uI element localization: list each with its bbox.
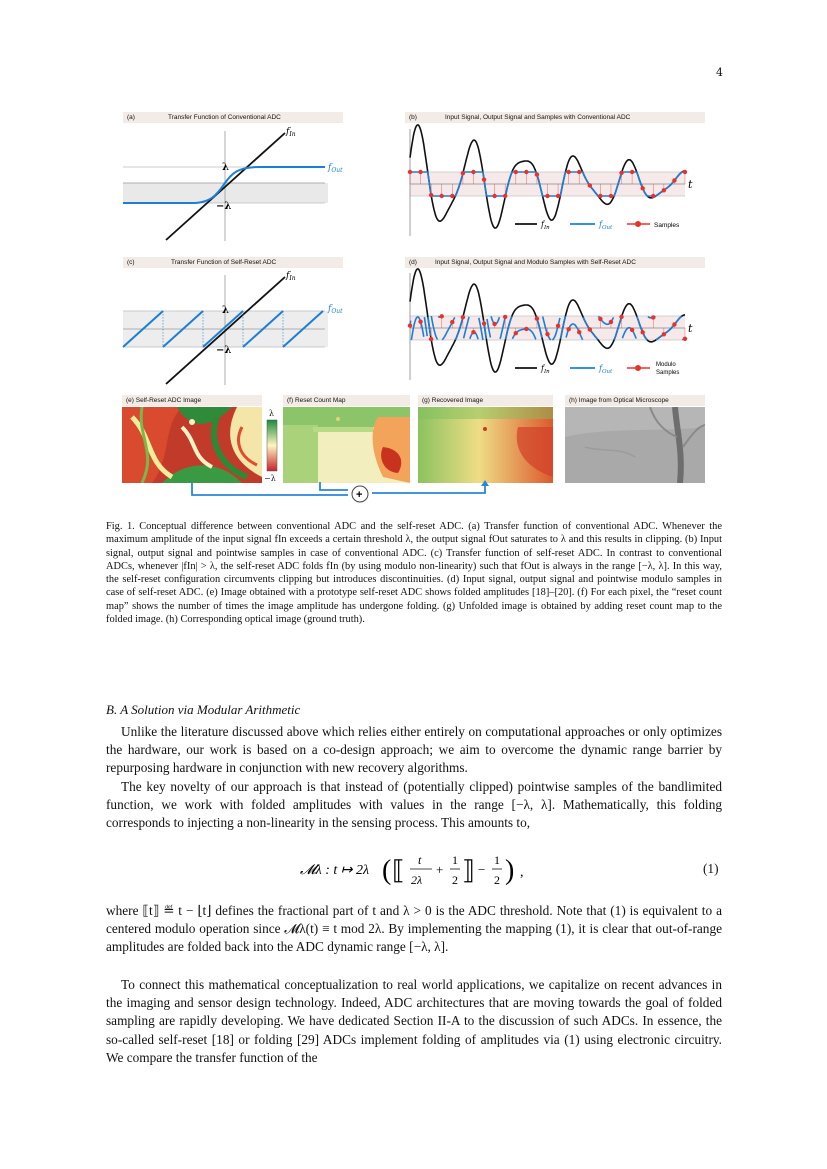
connector-arrows	[180, 480, 500, 505]
d-sample-point	[440, 314, 444, 318]
panel-b-legend-fout: $f_{Out}$	[599, 220, 613, 231]
d-sample-point	[630, 328, 634, 332]
d-sample-point	[535, 316, 539, 320]
b-sample-point	[461, 171, 465, 175]
panel-c-lambda-text: λ	[222, 305, 230, 316]
b-sample-point	[672, 178, 676, 182]
panel-b-legend-samples: Samples	[654, 222, 680, 229]
panel-e-label: (e) Self-Reset ADC Image	[126, 397, 202, 404]
plus-sign: +	[356, 489, 363, 501]
b-sample-point	[662, 188, 666, 192]
b-sample-point	[651, 194, 655, 198]
eq-lhs: 𝓜λ : t ↦ 2λ	[300, 863, 370, 878]
b-sample-point	[683, 170, 687, 174]
d-sample-point	[598, 317, 602, 321]
panel-d-signal-plot	[405, 268, 705, 383]
colorbar-bottom-label: −λ	[264, 474, 276, 483]
d-sample-point	[588, 327, 592, 331]
b-sample-point	[556, 194, 560, 198]
d-sample-point	[429, 337, 433, 341]
panel-d-legend-fout: $f_{Out}$	[599, 364, 613, 375]
b-sample-point	[503, 194, 507, 198]
svg-text:): )	[505, 855, 515, 886]
d-sample-point	[651, 315, 655, 319]
panel-f-label: (f) Reset Count Map	[287, 397, 346, 404]
d-sample-point	[524, 327, 528, 331]
b-sample-point	[640, 186, 644, 190]
d-sample-point	[503, 315, 507, 319]
eq-den-half: 2	[452, 873, 458, 887]
page-number: 4	[716, 66, 723, 79]
panel-c-transfer-plot	[120, 267, 360, 387]
panel-c-fin-text: $f_{In}$	[286, 271, 296, 282]
panel-g-title-bar	[418, 395, 553, 406]
panel-a-fout-text: $f_{Out}$	[328, 163, 343, 174]
d-sample-point	[609, 320, 613, 324]
eq-minus: −	[478, 862, 486, 877]
b-sample-point	[609, 194, 613, 198]
d-sample-point	[545, 332, 549, 336]
b-sample-point	[577, 170, 581, 174]
d-sample-point	[619, 315, 623, 319]
d-sample-point	[514, 331, 518, 335]
b-sample-point	[535, 172, 539, 176]
panel-d-title-bar	[405, 257, 705, 268]
d-sample-point	[577, 330, 581, 334]
reset-count-map-image	[283, 407, 410, 483]
d-sample-point	[566, 327, 570, 331]
panel-b-label: (b)	[409, 114, 417, 121]
panel-c-neg-lambda-text: −λ	[216, 345, 232, 356]
b-sample-point	[545, 194, 549, 198]
panel-b-signal-plot	[405, 124, 705, 239]
svg-text:⟧: ⟧	[462, 856, 475, 885]
eq-den-half-2: 2	[494, 873, 500, 887]
eq-end: ,	[520, 865, 524, 880]
d-sample-point	[408, 323, 412, 327]
paragraph-2: The key novelty of our approach is that instead of (potentially clipped) pointwise samples of the bandlimited function, we work with folded amplitudes with values in the range [−λ, λ]. Mathematically, this folding corresponds to injecting a non-linearity in the sensing process. This amounts to,	[106, 779, 722, 831]
panel-d-legend-fin: $f_{In}$	[541, 364, 550, 375]
panel-d-t-text: t	[688, 322, 693, 335]
b-sample-point	[630, 170, 634, 174]
eq-den-t: 2λ	[411, 873, 423, 887]
d-sample-point	[662, 332, 666, 336]
panel-b-title: Input Signal, Output Signal and Samples with Conventional ADC	[445, 114, 631, 121]
panel-a-title: Transfer Function of Conventional ADC	[168, 114, 281, 121]
section-title: B. A Solution via Modular Arithmetic	[106, 702, 301, 717]
panel-d-legend-samples-1: Modulo	[656, 362, 676, 368]
panel-c-fout-text: $f_{Out}$	[328, 304, 343, 315]
b-sample-point	[440, 194, 444, 198]
d-sample-point	[418, 319, 422, 323]
equation-number: (1)	[703, 861, 719, 876]
b-sample-point	[408, 170, 412, 174]
panel-e-title-bar	[122, 395, 262, 406]
panel-a-label: (a)	[127, 114, 135, 121]
panel-a-neg-lambda-text: −λ	[216, 201, 232, 212]
eq-num-half: 1	[452, 853, 458, 867]
b-sample-point	[514, 170, 518, 174]
panel-c-label: (c)	[127, 259, 135, 266]
panel-b-t-text: t	[688, 178, 693, 191]
b-sample-point	[450, 194, 454, 198]
b-sample-point	[588, 183, 592, 187]
paragraph-4: To connect this mathematical conceptualization to real world applications, we capitalize on recent advances in the imaging and sensor design technology. Indeed, ADC architectures that are moving towards the goal of folded sampling are rapidly developing. We have dedicated Section II-A to the discussion of such ADCs. In essence, the so-called self-reset [18] or folding [29] ADCs implement folding of amplitudes via (1) using electronic circuitry. We compare the transfer function of the	[106, 977, 722, 1065]
panel-f-title-bar	[283, 395, 410, 406]
d-sample-point	[683, 337, 687, 341]
panel-h-label: (h) Image from Optical Microscope	[569, 397, 669, 404]
d-sample-point	[482, 321, 486, 325]
d-sample-point	[471, 330, 475, 334]
b-sample-point	[492, 194, 496, 198]
b-sample-point	[619, 171, 623, 175]
b-sample-point	[524, 170, 528, 174]
panel-a-transfer-plot	[120, 123, 360, 245]
panel-b-legend-fin: $f_{In}$	[541, 220, 550, 231]
b-sample-point	[482, 177, 486, 181]
panel-b-title-bar	[405, 112, 705, 123]
recovered-image	[418, 407, 553, 483]
d-sample-point	[450, 320, 454, 324]
d-sample-point	[640, 330, 644, 334]
optical-microscope-image	[565, 407, 705, 483]
panel-a-fin-text: $f_{In}$	[286, 127, 296, 138]
d-sample-point	[492, 322, 496, 326]
d-sample-point	[556, 324, 560, 328]
equation-1	[300, 846, 530, 892]
b-sample-point	[429, 193, 433, 197]
paragraph-1: Unlike the literature discussed above which relies either entirely on computational approaches or only optimizes the hardware, our work is based on a co-design approach; we aim to overcome the dynamic range barrier by repurposing hardware in conjunction with new recovery algorithms.	[106, 724, 722, 776]
b-sample-point	[598, 194, 602, 198]
panel-h-title-bar	[565, 395, 705, 406]
svg-text:(: (	[382, 855, 392, 886]
eq-num-half-2: 1	[494, 853, 500, 867]
panel-g-label: (g) Recovered Image	[422, 397, 484, 404]
panel-d-legend-samples-2: Samples	[656, 370, 680, 376]
panel-d-label: (d)	[409, 259, 417, 266]
colorbar	[265, 418, 283, 473]
panel-a-title-bar	[123, 112, 343, 123]
panel-c-title: Transfer Function of Self-Reset ADC	[171, 259, 277, 266]
svg-text:⟦: ⟦	[392, 856, 405, 885]
colorbar-top-label: λ	[269, 409, 275, 418]
panel-a-lambda-text: λ	[222, 162, 230, 173]
eq-num-t: t	[418, 853, 422, 867]
b-sample-point	[471, 170, 475, 174]
figure-caption: Fig. 1. Conceptual difference between conventional ADC and the self-reset ADC. (a) Transfer function of conventional ADC. Whenever the maximum amplitude of the input signal fIn exceeds a certain threshold λ, the output signal fOut saturates to λ and this results in clipping. (b) Input signal, output signal and pointwise samples in case of conventional ADC. (c) Transfer function of self-reset ADC. In contrast to conventional ADCs, whenever |fIn| > λ, the self-reset ADC folds fIn (by using modulo non-linearity) such that fOut is always in the range [−λ, λ]. In this way, the self-reset configuration circumvents clipping but introduces discontinuities. (d) Input signal, output signal and pointwise modulo samples in case of self-reset ADC. (e) Image obtained with a prototype self-reset ADC shows folded amplitudes [18]–[20]. (f) For each pixel, the “reset count map” shows the number of times the image amplitude has undergone folding. (g) Unfolded image is obtained by adding reset count map to the folded image. (h) Corresponding optical image (ground truth).	[106, 521, 722, 626]
self-reset-adc-image	[122, 407, 262, 483]
panel-d-title: Input Signal, Output Signal and Modulo Samples with Self-Reset ADC	[435, 259, 636, 266]
eq-plus: +	[436, 862, 444, 877]
d-sample-point	[461, 315, 465, 319]
b-sample-point	[566, 170, 570, 174]
d-sample-point	[672, 322, 676, 326]
b-sample-point	[418, 170, 422, 174]
paragraph-3: where ⟦t⟧ ≝ t − ⌊t⌋ defines the fractional part of t and λ > 0 is the ADC threshold. Note that (1) is equivalent to a centered modulo operation since 𝓜λ(t) ≡ t mod 2λ. By implementing the mapping (1), it is clear that out-of-range amplitudes are folded back into the ADC dynamic range [−λ, λ].	[106, 903, 722, 955]
